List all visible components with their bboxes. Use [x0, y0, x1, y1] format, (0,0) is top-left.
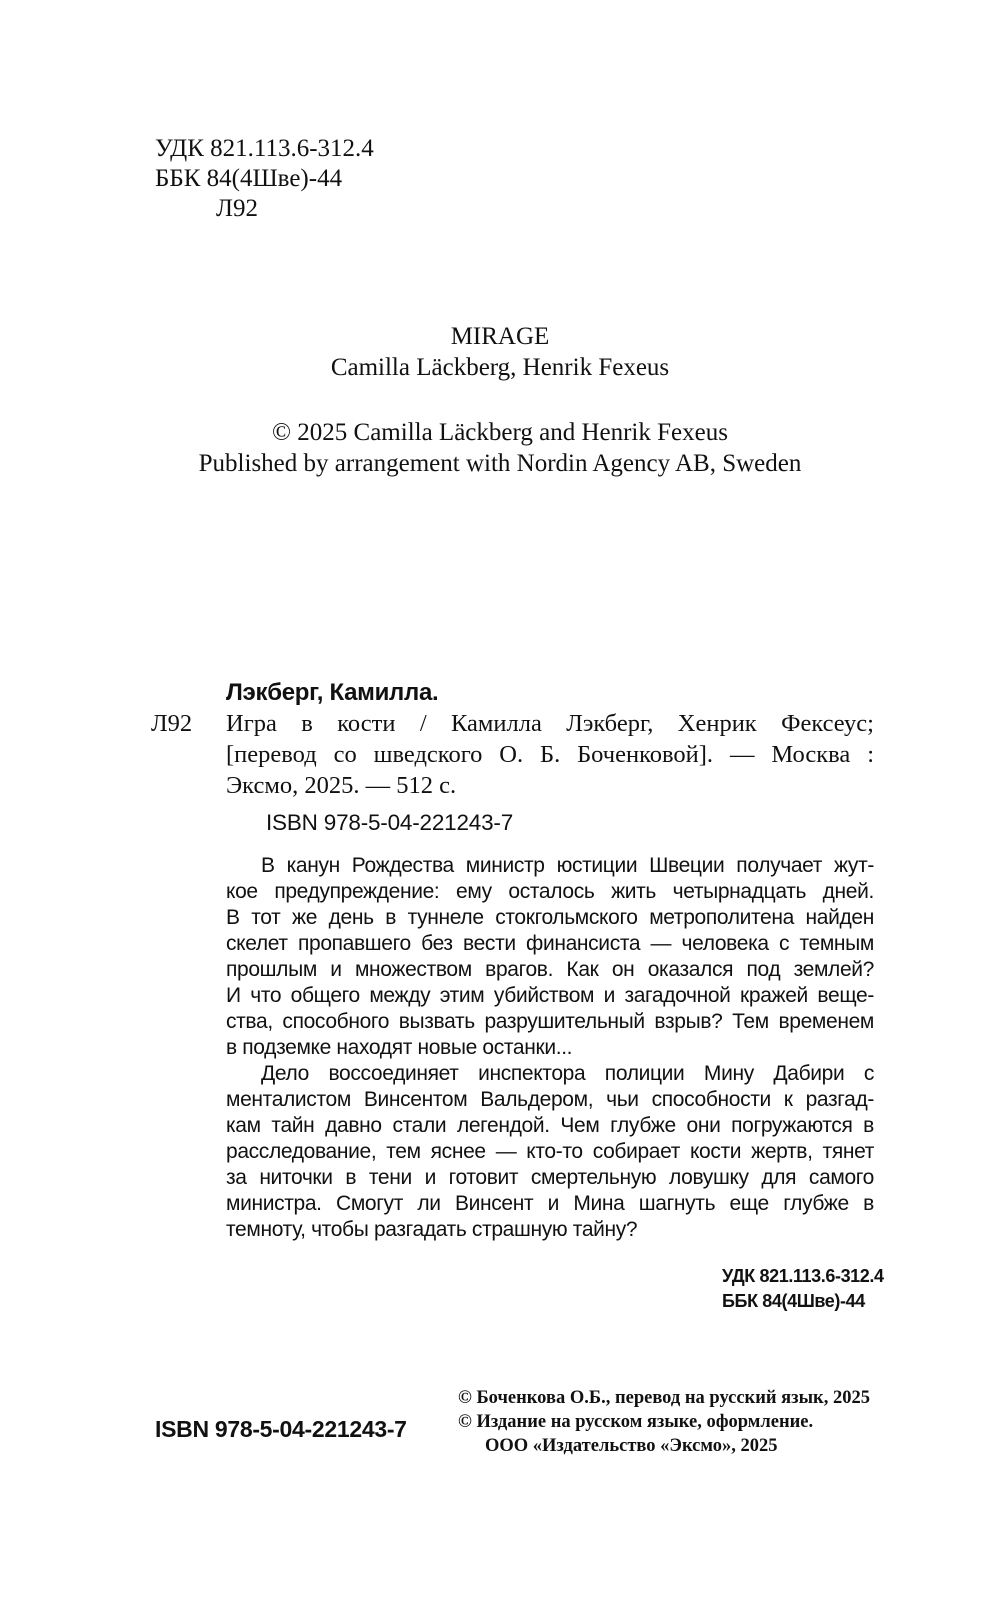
description-line: [перевод со шведского О. Б. Боченковой]. — Москва : — [226, 741, 874, 768]
author-mark-bib: Л92 — [151, 710, 193, 737]
isbn-bottom: ISBN 978-5-04-221243-7 — [155, 1416, 407, 1442]
annotation-line: Дело воссоединяет инспектора полиции Мину Дабири с — [261, 1062, 874, 1085]
bbk-code: ББК 84(4Шве)-44 — [155, 165, 343, 192]
original-title-block — [0, 321, 1000, 383]
description-text — [226, 708, 874, 801]
description-line: Эксмо, 2025. — 512 с. — [226, 772, 457, 799]
isbn-bib: ISBN 978-5-04-221243-7 — [266, 810, 514, 835]
bibliographic-description — [151, 708, 889, 801]
bibliographic-record — [151, 677, 889, 838]
author-heading: Лэкберг, Камилла. — [226, 679, 439, 706]
annotation — [226, 853, 874, 1243]
annotation-line: кам тайн давно стали легендой. Чем глубже они погружаются в — [226, 1114, 874, 1137]
annotation-line: министра. Смогут ли Винсент и Мина шагнуть еще глубже в — [226, 1192, 874, 1215]
udk-code-bottom: УДК 821.113.6-312.4 — [722, 1266, 884, 1286]
annotation-line: ства, способного вызвать разрушительный взрыв? Тем временем — [226, 1010, 874, 1033]
copyright-block — [458, 1386, 870, 1458]
annotation-line: прошлым и множеством врагов. Как он оказался под землей? — [226, 958, 874, 981]
edition-copyright: © Издание на русском языке, оформление. — [458, 1412, 814, 1432]
translation-copyright: © Боченкова О.Б., перевод на русский язык, 2025 — [458, 1388, 870, 1408]
annotation-line: кое предупреждение: ему осталось жить четырнадцать дней. — [226, 880, 874, 903]
publishing-arrangement: Published by arrangement with Nordin Agency AB, Sweden — [198, 450, 802, 477]
annotation-line: И что общего между этим убийством и загадочной кражей веще- — [226, 984, 874, 1007]
original-title: MIRAGE — [450, 323, 550, 350]
classification-bottom — [722, 1264, 884, 1314]
annotation-line: В тот же день в туннеле стокгольмского метрополитена найден — [226, 906, 874, 929]
udk-code: УДК 821.113.6-312.4 — [155, 135, 374, 162]
annotation-line: скелет пропавшего без вести финансиста — человека с темным — [226, 932, 874, 955]
annotation-line: В канун Рождества министр юстиции Швеции получает жут- — [261, 854, 874, 877]
original-copyright-block — [0, 417, 1000, 479]
description-line: Игра в кости / Камилла Лэкберг, Хенрик Фексеус; — [226, 710, 874, 737]
annotation-line: темноту, чтобы разгадать страшную тайну? — [226, 1218, 638, 1241]
author-mark: Л92 — [216, 195, 258, 222]
annotation-line: в подземке находят новые останки... — [226, 1036, 573, 1059]
annotation-line: расследование, тем яснее — кто-то собирает кости жертв, тянет — [226, 1140, 874, 1163]
publisher-copyright: ООО «Издательство «Эксмо», 2025 — [485, 1436, 778, 1456]
original-copyright: © 2025 Camilla Läckberg and Henrik Fexeus — [272, 419, 728, 446]
annotation-line: за ниточки в тени и готовит смертельную ловушку для самого — [226, 1166, 874, 1189]
annotation-line: менталистом Винсентом Вальдером, чьи способности к разгад- — [226, 1088, 874, 1111]
original-authors: Camilla Läckberg, Henrik Fexeus — [330, 354, 670, 381]
classification-top — [155, 134, 374, 224]
bbk-code-bottom: ББК 84(4Шве)-44 — [722, 1291, 865, 1311]
